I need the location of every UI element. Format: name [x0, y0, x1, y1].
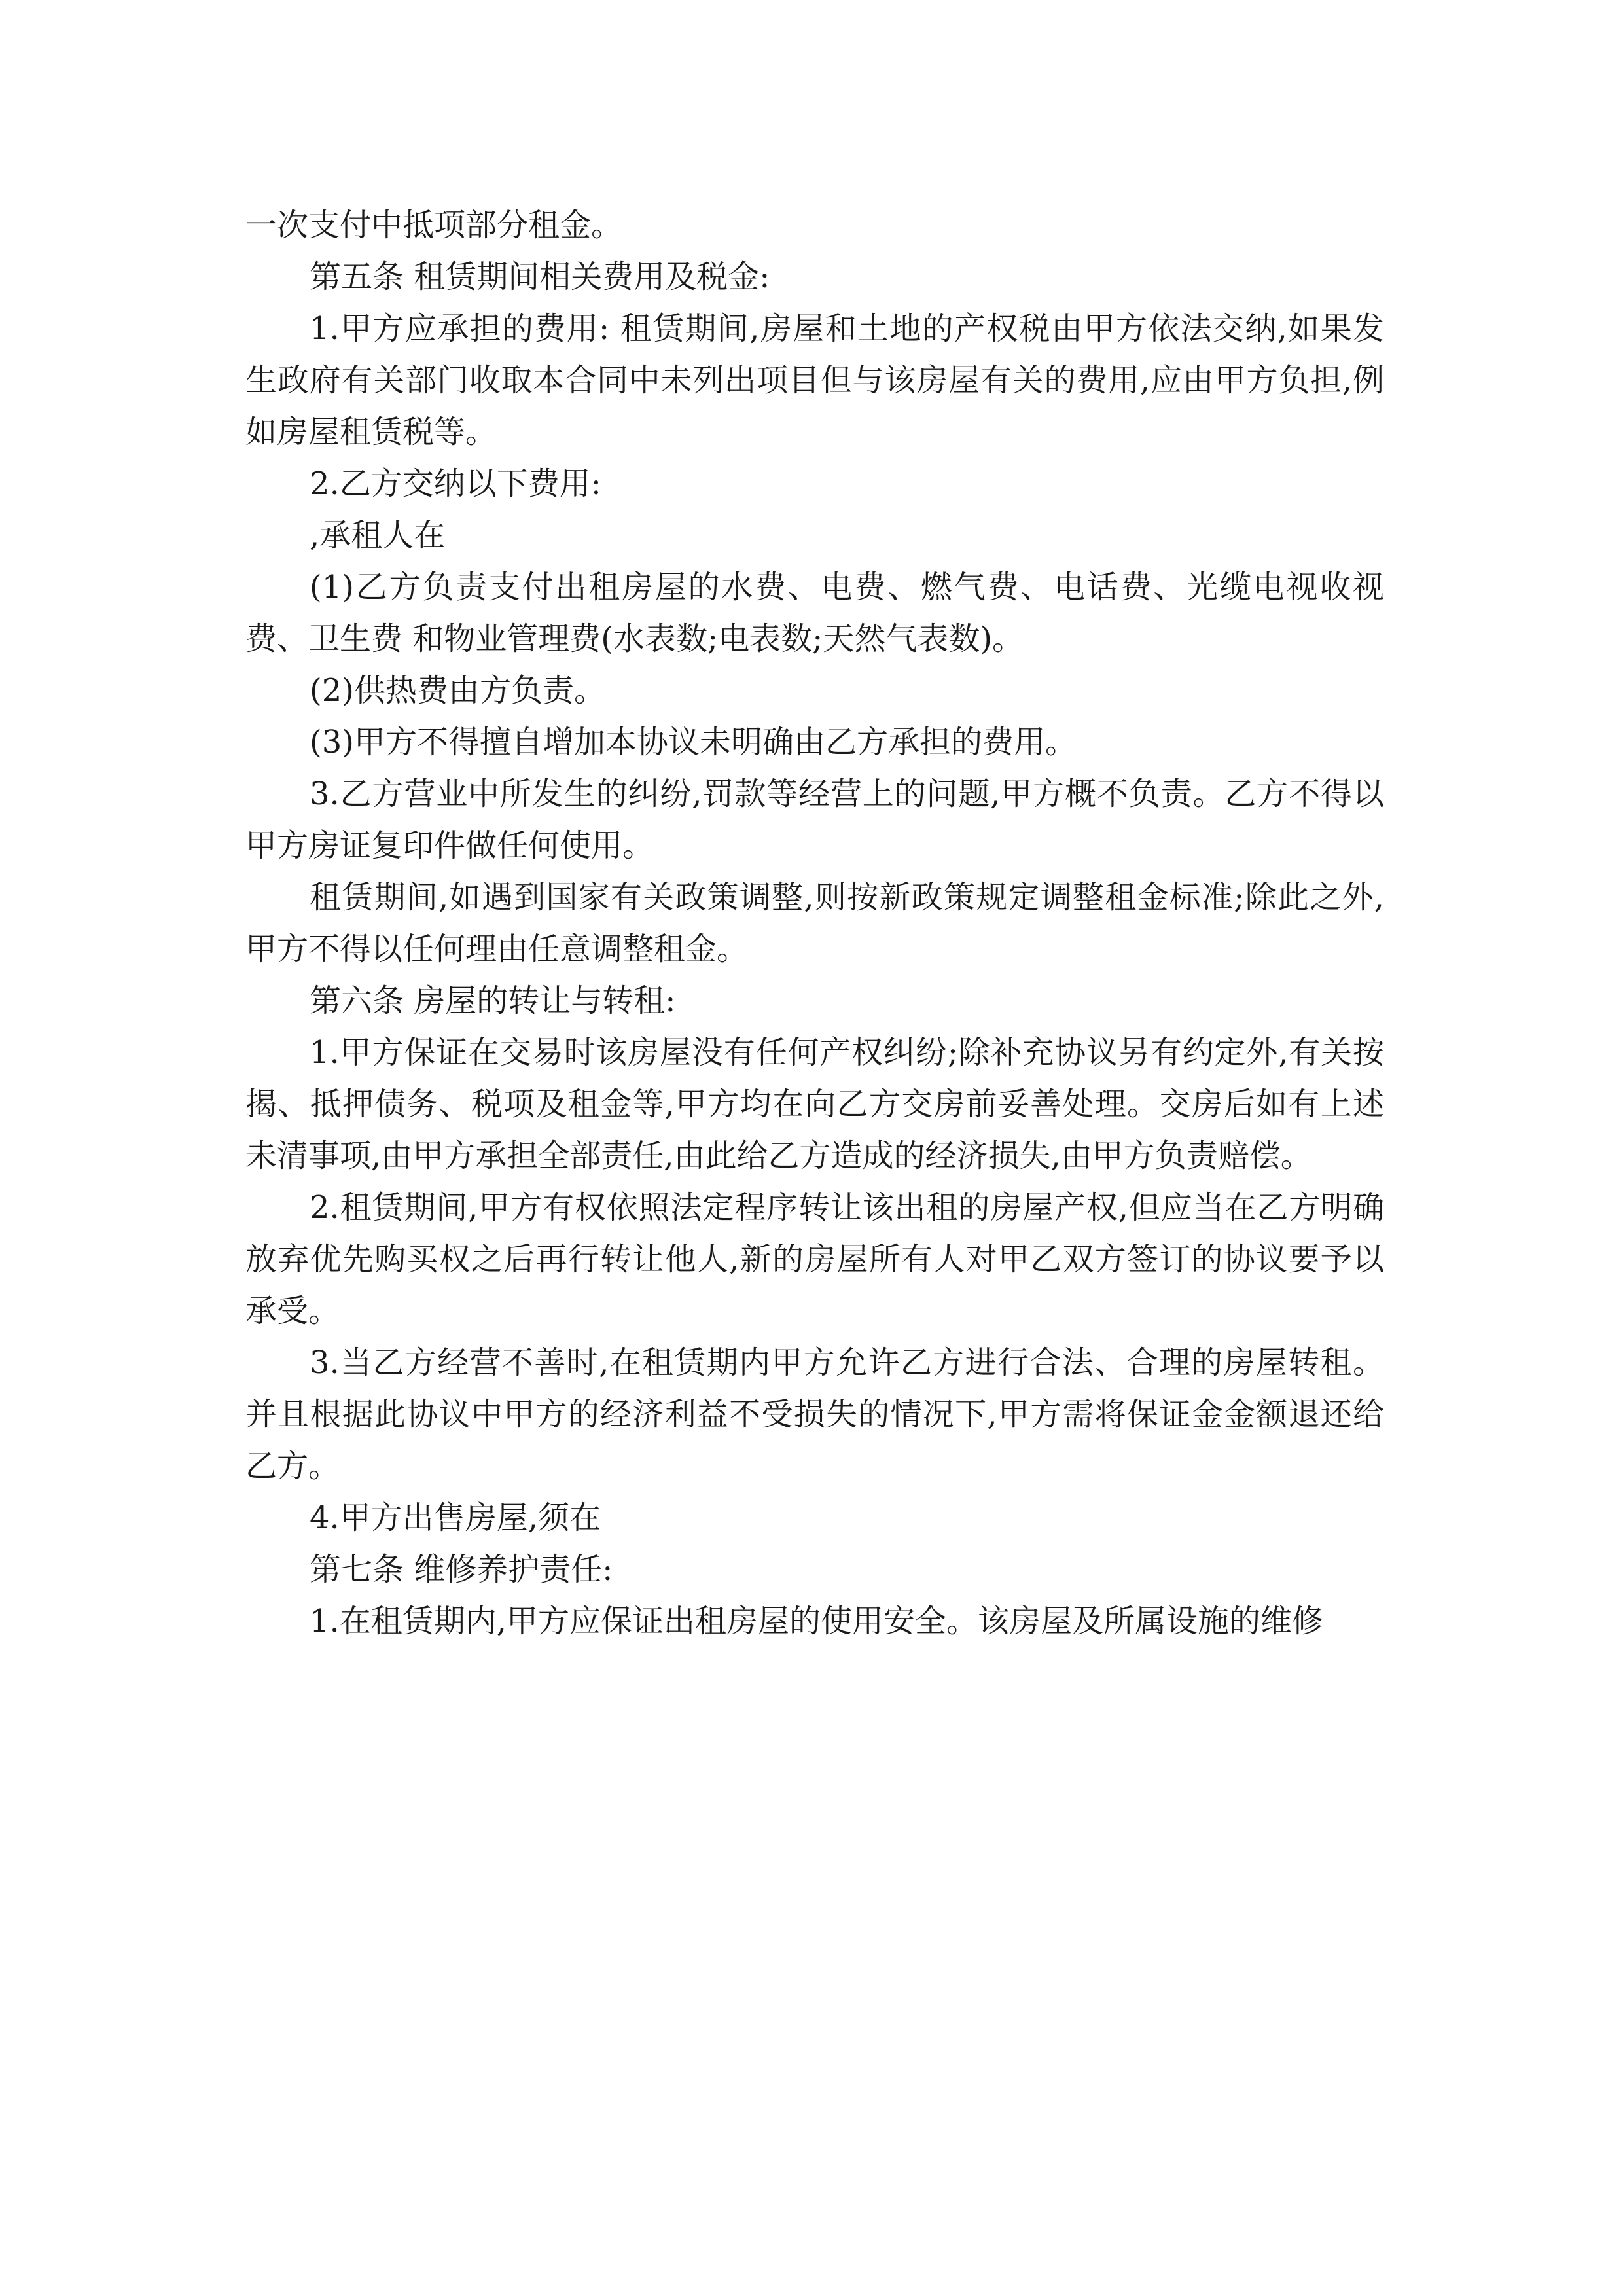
- paragraph-article-6-item-1: 1.甲方保证在交易时该房屋没有任何产权纠纷;除补充协议另有约定外,有关按揭、抵押债务、税项及租金等,甲方均在向乙方交房前妥善处理。交房后如有上述未清事项,由甲方承担全部责任,由此给乙方造成的经济损失,由甲方负责赔偿。: [245, 1034, 1384, 1174]
- paragraph-article-6-item-2: 2.租赁期间,甲方有权依照法定程序转让该出租的房屋产权,但应当在乙方明确放弃优先购买权之后再行转让他人,新的房屋所有人对甲乙双方签订的协议要予以承受。: [245, 1189, 1384, 1329]
- paragraph-lessee-fragment: ,承租人在: [310, 517, 446, 554]
- paragraph-article-5-item-1: 1.甲方应承担的费用: 租赁期间,房屋和土地的产权税由甲方依法交纳,如果发生政府有关部门收取本合同中未列出项目但与该房屋有关的费用,应由甲方负担,例如房屋租赁税等。: [245, 310, 1384, 450]
- paragraph-rent-adjustment: 租赁期间,如遇到国家有关政策调整,则按新政策规定调整租金标准;除此之外,甲方不得以任何理由任意调整租金。: [245, 879, 1384, 967]
- document-body: [245, 200, 1384, 1647]
- paragraph-article-7-item-1: 1.在租赁期内,甲方应保证出租房屋的使用安全。该房屋及所属设施的维修: [310, 1603, 1324, 1640]
- paragraph-article-5-item-3: 3.乙方营业中所发生的纠纷,罚款等经营上的问题,甲方概不负责。乙方不得以甲方房证复印件做任何使用。: [245, 776, 1384, 864]
- paragraph-sub-item-2: (2)供热费由方负责。: [310, 672, 605, 709]
- paragraph-continuation: 一次支付中抵项部分租金。: [245, 207, 623, 243]
- paragraph-sub-item-1: (1)乙方负责支付出租房屋的水费、电费、燃气费、电话费、光缆电视收视费、卫生费 和物业管理费(水表数;电表数;天然气表数)。: [245, 569, 1384, 657]
- paragraph-sub-item-3: (3)甲方不得擅自增加本协议未明确由乙方承担的费用。: [310, 724, 1077, 761]
- article-7-heading: 第七条 维修养护责任:: [310, 1551, 613, 1588]
- article-5-heading: 第五条 租赁期间相关费用及税金:: [310, 259, 770, 295]
- paragraph-article-6-item-3: 3.当乙方经营不善时,在租赁期内甲方允许乙方进行合法、合理的房屋转租。并且根据此协议中甲方的经济利益不受损失的情况下,甲方需将保证金金额退还给乙方。: [245, 1344, 1384, 1484]
- article-6-heading: 第六条 房屋的转让与转租:: [310, 982, 676, 1019]
- paragraph-article-6-item-4: 4.甲方出售房屋,须在: [310, 1499, 601, 1536]
- paragraph-article-5-item-2: 2.乙方交纳以下费用:: [310, 465, 601, 502]
